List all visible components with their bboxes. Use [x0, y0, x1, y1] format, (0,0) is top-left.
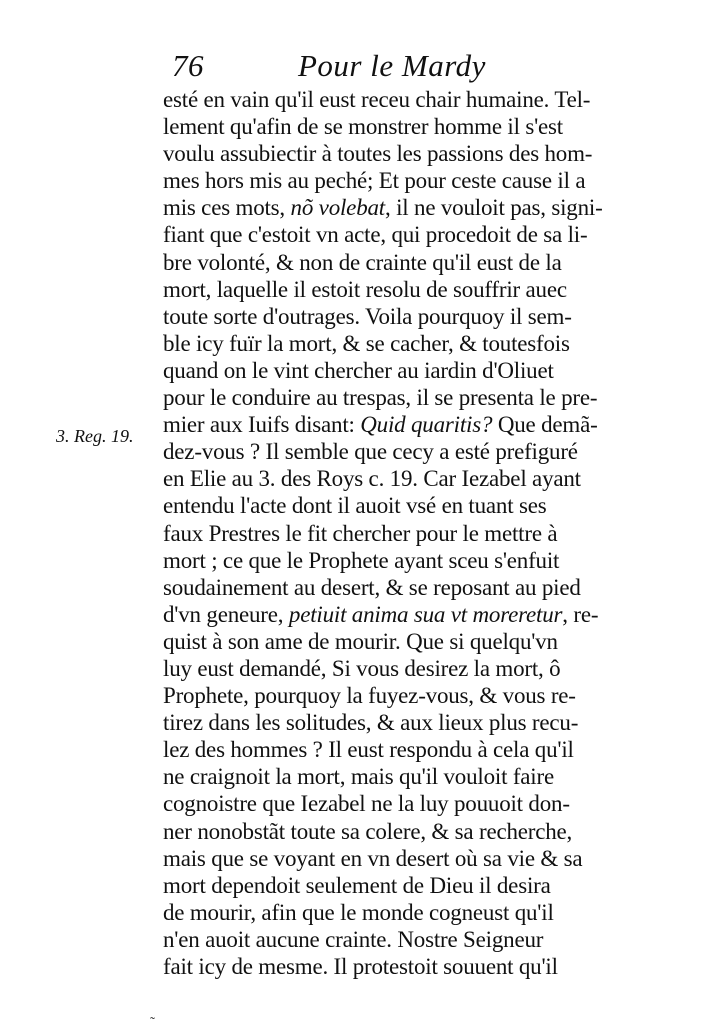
text-segment: mais que se voyant en vn desert où sa vie & sa	[163, 845, 583, 871]
text-segment: fiant que c'estoit vn acte, qui procedoit de sa li-	[163, 222, 588, 248]
text-segment: , il ne vouloit pas, signi-	[384, 195, 603, 221]
text-segment: faux Prestres le fit chercher pour le mettre à	[163, 520, 558, 546]
text-segment: bre volonté, & non de crainte qu'il eust de la	[163, 249, 562, 275]
text-line	[163, 411, 598, 438]
text-line	[163, 763, 593, 790]
text-line	[163, 709, 593, 736]
text-segment: quand on le vint chercher au iardin d'Oliuet	[163, 357, 554, 383]
text-line	[163, 384, 598, 411]
text-segment: entendu l'acte dont il auoit vsé en tuant ses	[163, 493, 547, 519]
text-line	[163, 790, 593, 817]
text-segment: lement qu'afin de se monstrer homme il s'est	[163, 114, 563, 140]
text-segment: dez-vous ? Il semble que cecy a esté prefiguré	[163, 439, 578, 465]
text-segment: quist à son ame de mourir. Que si quelqu'vn	[163, 628, 558, 654]
text-segment: luy eust demandé, Si vous desirez la mort, ô	[163, 655, 561, 681]
latin-quotation: Quid quaritis?	[360, 412, 493, 438]
text-segment: d'vn geneure,	[163, 601, 289, 627]
text-segment: , re-	[562, 601, 599, 627]
text-segment: mes hors mis au peché; Et pour ceste cause il a	[163, 168, 586, 194]
text-segment: Que demã-	[492, 412, 598, 438]
text-segment: mier aux Iuifs disant:	[163, 412, 361, 438]
running-title: Pour le Mardy	[298, 48, 486, 83]
text-line	[163, 167, 593, 194]
text-line	[163, 953, 593, 980]
text-line	[163, 655, 593, 682]
text-segment: ble icy fuïr la mort, & se cacher, & toutesfois	[163, 330, 570, 356]
text-line	[163, 438, 593, 465]
text-line	[163, 492, 593, 519]
page-number: 76	[172, 48, 204, 83]
text-segment: lez des hommes ? Il eust respondu à cela qu'il	[163, 737, 574, 763]
text-line	[163, 547, 593, 574]
text-segment: pour le conduire au trespas, il se presenta le pre-	[163, 385, 598, 411]
text-segment: en Elie au 3. des Roys c. 19. Car Iezabel ayant	[163, 466, 581, 492]
text-line	[163, 357, 593, 384]
latin-quotation: petiuit anima sua vt moreretur	[288, 601, 563, 627]
text-line	[163, 926, 593, 953]
text-segment: mort dependoit seulement de Dieu il desira	[163, 872, 551, 898]
text-line	[163, 140, 593, 167]
text-line	[163, 818, 593, 845]
text-segment: toute sorte d'outrages. Voila pourquoy il sem-	[163, 303, 572, 329]
text-segment: tirez dans les solitudes, & aux lieux plus recu-	[163, 710, 579, 736]
text-line	[163, 194, 603, 221]
text-line	[163, 872, 593, 899]
page-bottom-mark: ˷	[150, 1004, 155, 1020]
text-segment: mort ; ce que le Prophete ayant sceu s'enfuit	[163, 547, 560, 573]
text-line	[163, 276, 593, 303]
text-segment: mis ces mots,	[163, 195, 291, 221]
text-line	[163, 330, 593, 357]
body-text	[163, 86, 603, 980]
text-line	[163, 303, 593, 330]
text-segment: n'en auoit aucune crainte. Nostre Seigneur	[163, 926, 544, 952]
text-line	[163, 86, 593, 113]
text-line	[163, 221, 593, 248]
page-header	[170, 42, 590, 86]
text-segment: ner nonobstãt toute sa colere, & sa recherche,	[163, 818, 573, 844]
text-line	[163, 465, 593, 492]
text-line	[163, 113, 593, 140]
text-line	[163, 682, 593, 709]
text-segment: mort, laquelle il estoit resolu de souffrir auec	[163, 276, 567, 302]
text-segment: esté en vain qu'il eust receu chair humaine. Tel-	[163, 87, 591, 112]
text-line	[163, 736, 593, 763]
latin-quotation: nõ volebat	[290, 195, 385, 221]
text-line	[163, 574, 593, 601]
text-segment: soudainement au desert, & se reposant au pied	[163, 574, 581, 600]
margin-note: 3. Reg. 19.	[56, 426, 134, 446]
text-segment: voulu assubiectir à toutes les passions des hom-	[163, 141, 593, 167]
text-line	[163, 249, 593, 276]
text-line	[163, 899, 593, 926]
text-line	[163, 845, 593, 872]
text-segment: cognoistre que Iezabel ne la luy pouuoit don-	[163, 791, 570, 817]
text-segment: Prophete, pourquoy la fuyez-vous, & vous re-	[163, 683, 576, 709]
text-line	[163, 628, 593, 655]
text-line	[163, 520, 593, 547]
text-segment: ne craignoit la mort, mais qu'il vouloit faire	[163, 764, 554, 790]
text-segment: fait icy de mesme. Il protestoit souuent qu'il	[163, 954, 558, 979]
text-segment: de mourir, afin que le monde cogneust qu'il	[163, 899, 554, 925]
text-line	[163, 601, 599, 628]
